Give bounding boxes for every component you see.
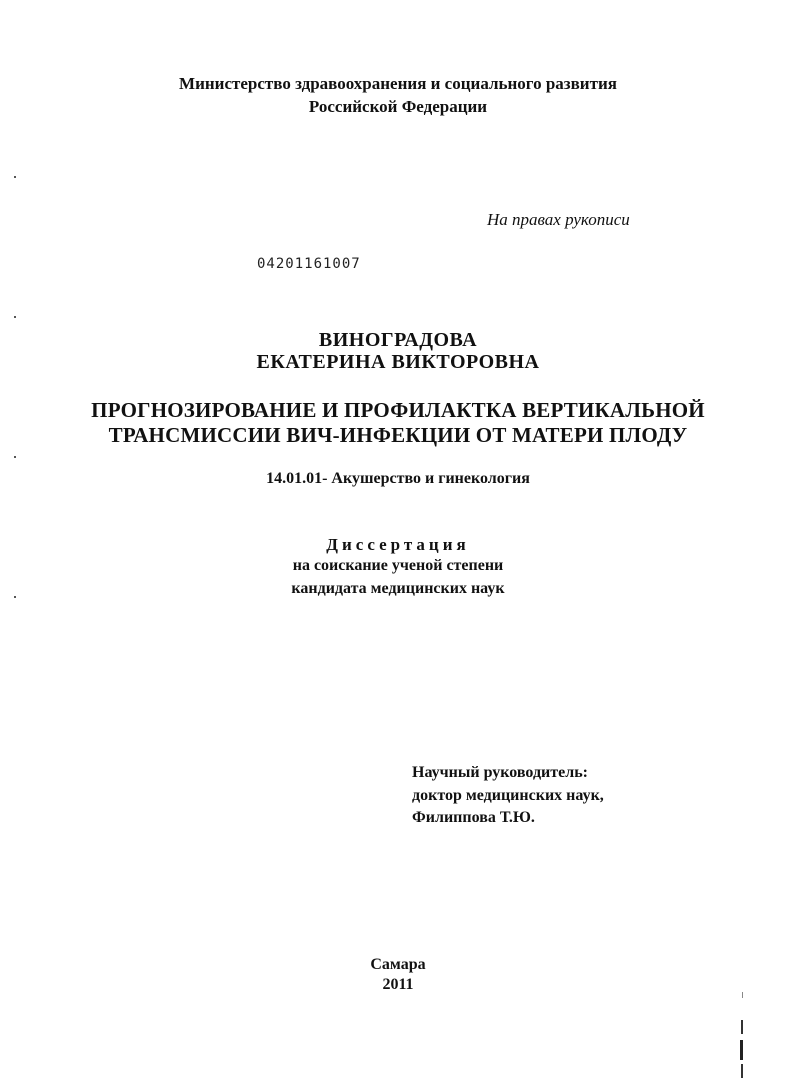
- dissertation-degree-line-2: кандидата медицинских наук: [291, 580, 505, 597]
- supervisor-degree: доктор медицинских наук,: [412, 787, 604, 804]
- city: Самара: [370, 956, 426, 973]
- specialty-code: 14.01.01- Акушерство и гинекология: [266, 470, 530, 487]
- scan-speck: [14, 316, 16, 318]
- scan-speck: [14, 596, 16, 598]
- binding-mark: [742, 992, 743, 998]
- binding-mark: [741, 1020, 743, 1034]
- thesis-title-line-2: ТРАНСМИССИИ ВИЧ-ИНФЕКЦИИ ОТ МАТЕРИ ПЛОДУ: [108, 423, 688, 447]
- scan-speck: [14, 456, 16, 458]
- author-given-names: ЕКАТЕРИНА ВИКТОРОВНА: [256, 351, 540, 373]
- supervisor-label: Научный руководитель:: [412, 764, 588, 781]
- thesis-title-line-1: ПРОГНОЗИРОВАНИЕ И ПРОФИЛАКТКА ВЕРТИКАЛЬНОЙ: [91, 398, 705, 422]
- ministry-line-1: Министерство здравоохранения и социального развития: [179, 74, 617, 93]
- manuscript-rights-note: На правах рукописи: [487, 210, 630, 229]
- binding-mark: [740, 1040, 743, 1060]
- ministry-line-2: Российской Федерации: [308, 97, 488, 116]
- year: 2011: [382, 976, 414, 993]
- binding-mark: [741, 1064, 743, 1078]
- scan-speck: [14, 176, 16, 178]
- dissertation-heading: Диссертация: [326, 535, 470, 554]
- author-surname: ВИНОГРАДОВА: [318, 329, 478, 351]
- dissertation-degree-line-1: на соискание ученой степени: [292, 557, 504, 574]
- registration-code: 04201161007: [257, 256, 361, 272]
- supervisor-name: Филиппова Т.Ю.: [412, 809, 535, 826]
